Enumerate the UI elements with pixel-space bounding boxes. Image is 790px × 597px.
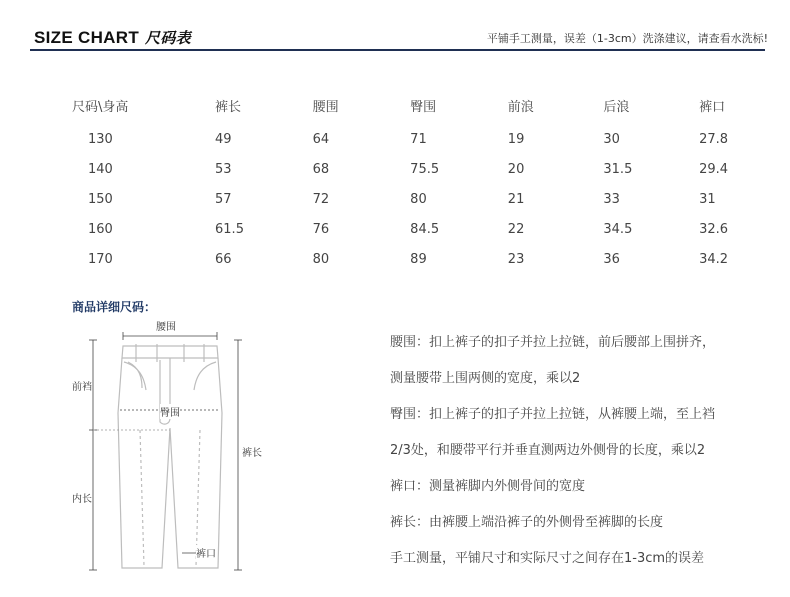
description-line: 臀围：扣上裤子的扣子并拉上拉链，从裤腰上端，至上裆 [390, 407, 716, 422]
label-front-rise: 前裆 [72, 382, 92, 393]
table-cell: 61.5 [215, 221, 244, 237]
header-divider [30, 49, 765, 51]
table-header-row [72, 96, 762, 124]
size-table [72, 96, 762, 274]
column-header: 裤长 [215, 100, 242, 115]
header [0, 0, 790, 52]
table-cell: 33 [603, 191, 620, 207]
table-cell: 36 [603, 251, 620, 267]
title-cn: 尺码表 [145, 29, 191, 47]
table-cell: 31 [699, 191, 716, 207]
column-header: 前浪 [507, 100, 534, 115]
table-cell: 80 [410, 191, 427, 207]
table-cell: 32.6 [699, 221, 729, 237]
description-line: 2/3处，和腰带平行并垂直测两边外侧骨的长度，乘以2 [390, 443, 706, 458]
table-cell: 75.5 [410, 161, 440, 177]
table-cell: 150 [88, 191, 113, 207]
column-header: 腰围 [312, 100, 339, 115]
pants-diagram [60, 318, 280, 588]
table-cell: 57 [215, 191, 232, 207]
table-cell: 27.8 [699, 131, 729, 147]
table-cell: 22 [507, 221, 525, 237]
table-cell: 29.4 [699, 161, 729, 177]
column-header: 臀围 [410, 100, 437, 115]
title-en: SIZE CHART [34, 28, 139, 47]
description-line: 测量腰带上围两侧的宽度，乘以2 [390, 371, 581, 386]
table-cell: 49 [215, 131, 232, 147]
table-row [72, 154, 762, 184]
table-cell: 30 [603, 131, 620, 147]
column-header: 后浪 [603, 100, 630, 115]
table-row [72, 184, 762, 214]
table-cell: 76 [312, 221, 330, 237]
table-cell: 89 [410, 251, 427, 267]
column-header: 裤口 [699, 100, 726, 115]
table-cell: 34.2 [699, 251, 729, 267]
table-cell: 23 [507, 251, 525, 267]
label-waist: 腰围 [156, 322, 176, 333]
table-cell: 21 [507, 191, 525, 207]
table-cell: 20 [507, 161, 525, 177]
description-line: 裤长：由裤腰上端沿裤子的外侧骨至裤脚的长度 [390, 515, 664, 530]
description-line: 腰围：扣上裤子的扣子并拉上拉链，前后腰部上围拼齐， [390, 335, 716, 350]
detail-section-title: 商品详细尺码： [72, 300, 157, 314]
table-cell: 66 [215, 251, 232, 267]
column-header: 尺码\身高 [72, 100, 129, 115]
table-row [72, 124, 762, 154]
table-cell: 80 [312, 251, 330, 267]
table-row [72, 244, 762, 274]
table-cell: 160 [88, 221, 113, 237]
description-line: 裤口：测量裤脚内外侧骨间的宽度 [390, 479, 586, 494]
table-cell: 140 [88, 161, 113, 177]
label-leg-opening: 裤口 [196, 545, 216, 560]
table-cell: 170 [88, 251, 113, 267]
label-length: 裤长 [242, 448, 262, 459]
table-row [72, 214, 762, 244]
table-cell: 71 [410, 131, 427, 147]
page-title [34, 27, 191, 48]
table-cell: 68 [312, 161, 330, 177]
table-cell: 72 [312, 191, 330, 207]
description-line: 手工测量，平铺尺寸和实际尺寸之间存在1-3cm的误差 [390, 551, 705, 566]
table-cell: 130 [88, 131, 113, 147]
pants-outline [118, 344, 222, 568]
table-cell: 53 [215, 161, 232, 177]
table-cell: 31.5 [603, 161, 633, 177]
label-inseam: 内长 [72, 494, 92, 505]
table-cell: 34.5 [603, 221, 633, 237]
label-hip: 臀围 [160, 404, 180, 419]
table-cell: 84.5 [410, 221, 440, 237]
measurement-note: 平铺手工测量，误差（1-3cm）洗涤建议，请查看水洗标! [486, 32, 768, 45]
table-cell: 64 [312, 131, 330, 147]
table-cell: 19 [507, 131, 525, 147]
